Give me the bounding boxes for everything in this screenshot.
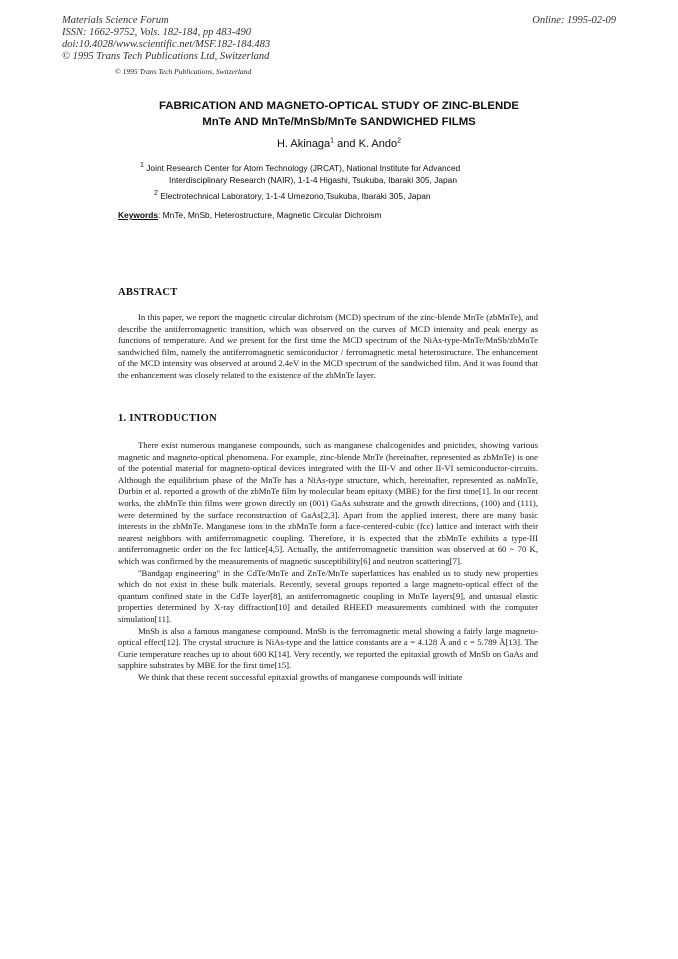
author-2: K. Ando	[358, 138, 398, 150]
intro-paragraph-4: We think that these recent successful epitaxial growths of manganese compounds will initiate	[138, 671, 463, 682]
keywords	[118, 210, 381, 220]
online-date: Online: 1995-02-09	[532, 15, 616, 26]
affiliation-1-line-2: Interdisciplinary Research (NAIR), 1-1-4 Higashi, Tsukuba, Ibaraki 305, Japan	[169, 174, 457, 185]
abstract-heading: ABSTRACT	[118, 287, 178, 298]
abstract-body	[118, 312, 538, 382]
paper-title	[0, 98, 678, 130]
journal-name: Materials Science Forum	[62, 15, 169, 26]
title-line-2: MnTe AND MnTe/MnSb/MnTe SANDWICHED FILMS	[202, 116, 476, 128]
introduction-heading: 1. INTRODUCTION	[118, 413, 218, 424]
intro-paragraph-1: There exist numerous manganese compounds, such as manganese chalcogenides and pnictides, showing various magnetic and magneto-optical phenomena. For example, zinc-blende MnTe (hereinafter, represented as zbMnTe) is one of the potential material for magneto-optical devices integrated with the III-V and other II-VI semiconductor-circuits. Although the equilibrium phase of the MnTe has a NiAs-type structure, which, hereinafter, represented as naMnTe, Durbin et al. reported a growth of the zbMnTe film by molecular beam epitaxy (MBE) for the first time[1]. In our recent works, the zbMnTe thin films were grown directly on (001) GaAs substrate and the growth directions, (100) and (111), were determined by the surface reconstruction of GaAs[2,3]. Apart from the applied interest, there are many basic interests in the zbMnTe. Manganese ions in the zbMnTe form a face-centered-cubic (fcc) lattice and interact with their nearest neighbors with antiferromagnetic coupling. Therefore, it is expected that the zbMnTe exhibits a type-III antiferromagnetic order on the fcc lattice[4,5]. Actually, the antiferromagnetic transition was observed at 60 ~ 70 K, which was confirmed by the measurements of magnetic susceptibility[6] and neutron scattering[7].	[118, 440, 538, 566]
author-1-affil-mark: 1	[330, 137, 335, 145]
journal-copyright: © 1995 Trans Tech Publications Ltd, Switzerland	[62, 51, 270, 62]
intro-paragraph-3: MnSb is also a famous manganese compound. MnSb is the ferromagnetic metal showing a fairly large magneto-optical effect[12]. The crystal structure is NiAs-type and the lattice constants are a = 4.128 Å and c = 5.789 Å[13]. The Curie temperature reaches up to about 600 K[14]. Very recently, we reported the epitaxial growth of MnSb on GaAs and sapphire substrates by MBE for the first time[15].	[118, 625, 538, 671]
affiliation-2-mark: 2	[154, 190, 158, 198]
intro-paragraph-2: "Bandgap engineering" in the CdTe/MnTe and ZnTe/MnTe superlattices has enabled us to study new properties which do not exist in these bulk materials. Recently, several groups reported a large magneto-optical effect of the quantum confined state in the CdTe layer[8], an antiferromagnetic coupling in MnTe layers[9], and unusual elastic properties determined by X-ray diffraction[10] and detailed RHEED measurements combined with the computer simulation[11].	[118, 567, 538, 624]
author-conjunction: and	[337, 138, 356, 150]
affiliation-2	[154, 191, 431, 203]
affiliation-2-line-1: Electrotechnical Laboratory, 1-1-4 Umezono,Tsukuba, Ibaraki 305, Japan	[160, 191, 431, 201]
publisher-note: © 1995 Trans Tech Publications, Switzerland	[115, 67, 252, 76]
author-2-affil-mark: 2	[397, 137, 402, 145]
journal-doi: doi:10.4028/www.scientific.net/MSF.182-184.483	[62, 39, 271, 50]
keywords-text: : MnTe, MnSb, Heterostructure, Magnetic Circular Dichroism	[158, 210, 382, 220]
affiliation-1-mark: 1	[140, 162, 144, 170]
introduction-body	[118, 440, 538, 683]
title-line-1: FABRICATION AND MAGNETO-OPTICAL STUDY OF ZINC-BLENDE	[158, 100, 520, 112]
journal-header	[62, 15, 270, 63]
journal-issn: ISSN: 1662-9752, Vols. 182-184, pp 483-490	[62, 27, 251, 38]
keywords-label: Keywords	[118, 210, 159, 220]
author-list	[0, 138, 678, 150]
affiliation-1	[140, 163, 540, 186]
affiliation-1-line-1: Joint Research Center for Atom Technology (JRCAT), National Institute for Advanced	[146, 163, 461, 173]
author-1: H. Akinaga	[276, 138, 331, 150]
abstract-paragraph: In this paper, we report the magnetic circular dichroism (MCD) spectrum of the zinc-blende MnTe (zbMnTe), and describe the antiferromagnetic transition, which was observed on the curves of MCD intensity and peak energy as functions of temperature. And we present for the first time the MCD spectrum of the NiAs-type-MnTe/MnSb/zbMnTe sandwiched film, namely the antiferromagnetic semiconductor / ferromagnetic metal heterostructure. The enhancement of the MCD intensity was observed at around 2.4eV in the MCD spectrum of the sandwiched film. And it was found that the enhancement was closely related to the existence of the zbMnTe layer.	[118, 312, 538, 380]
